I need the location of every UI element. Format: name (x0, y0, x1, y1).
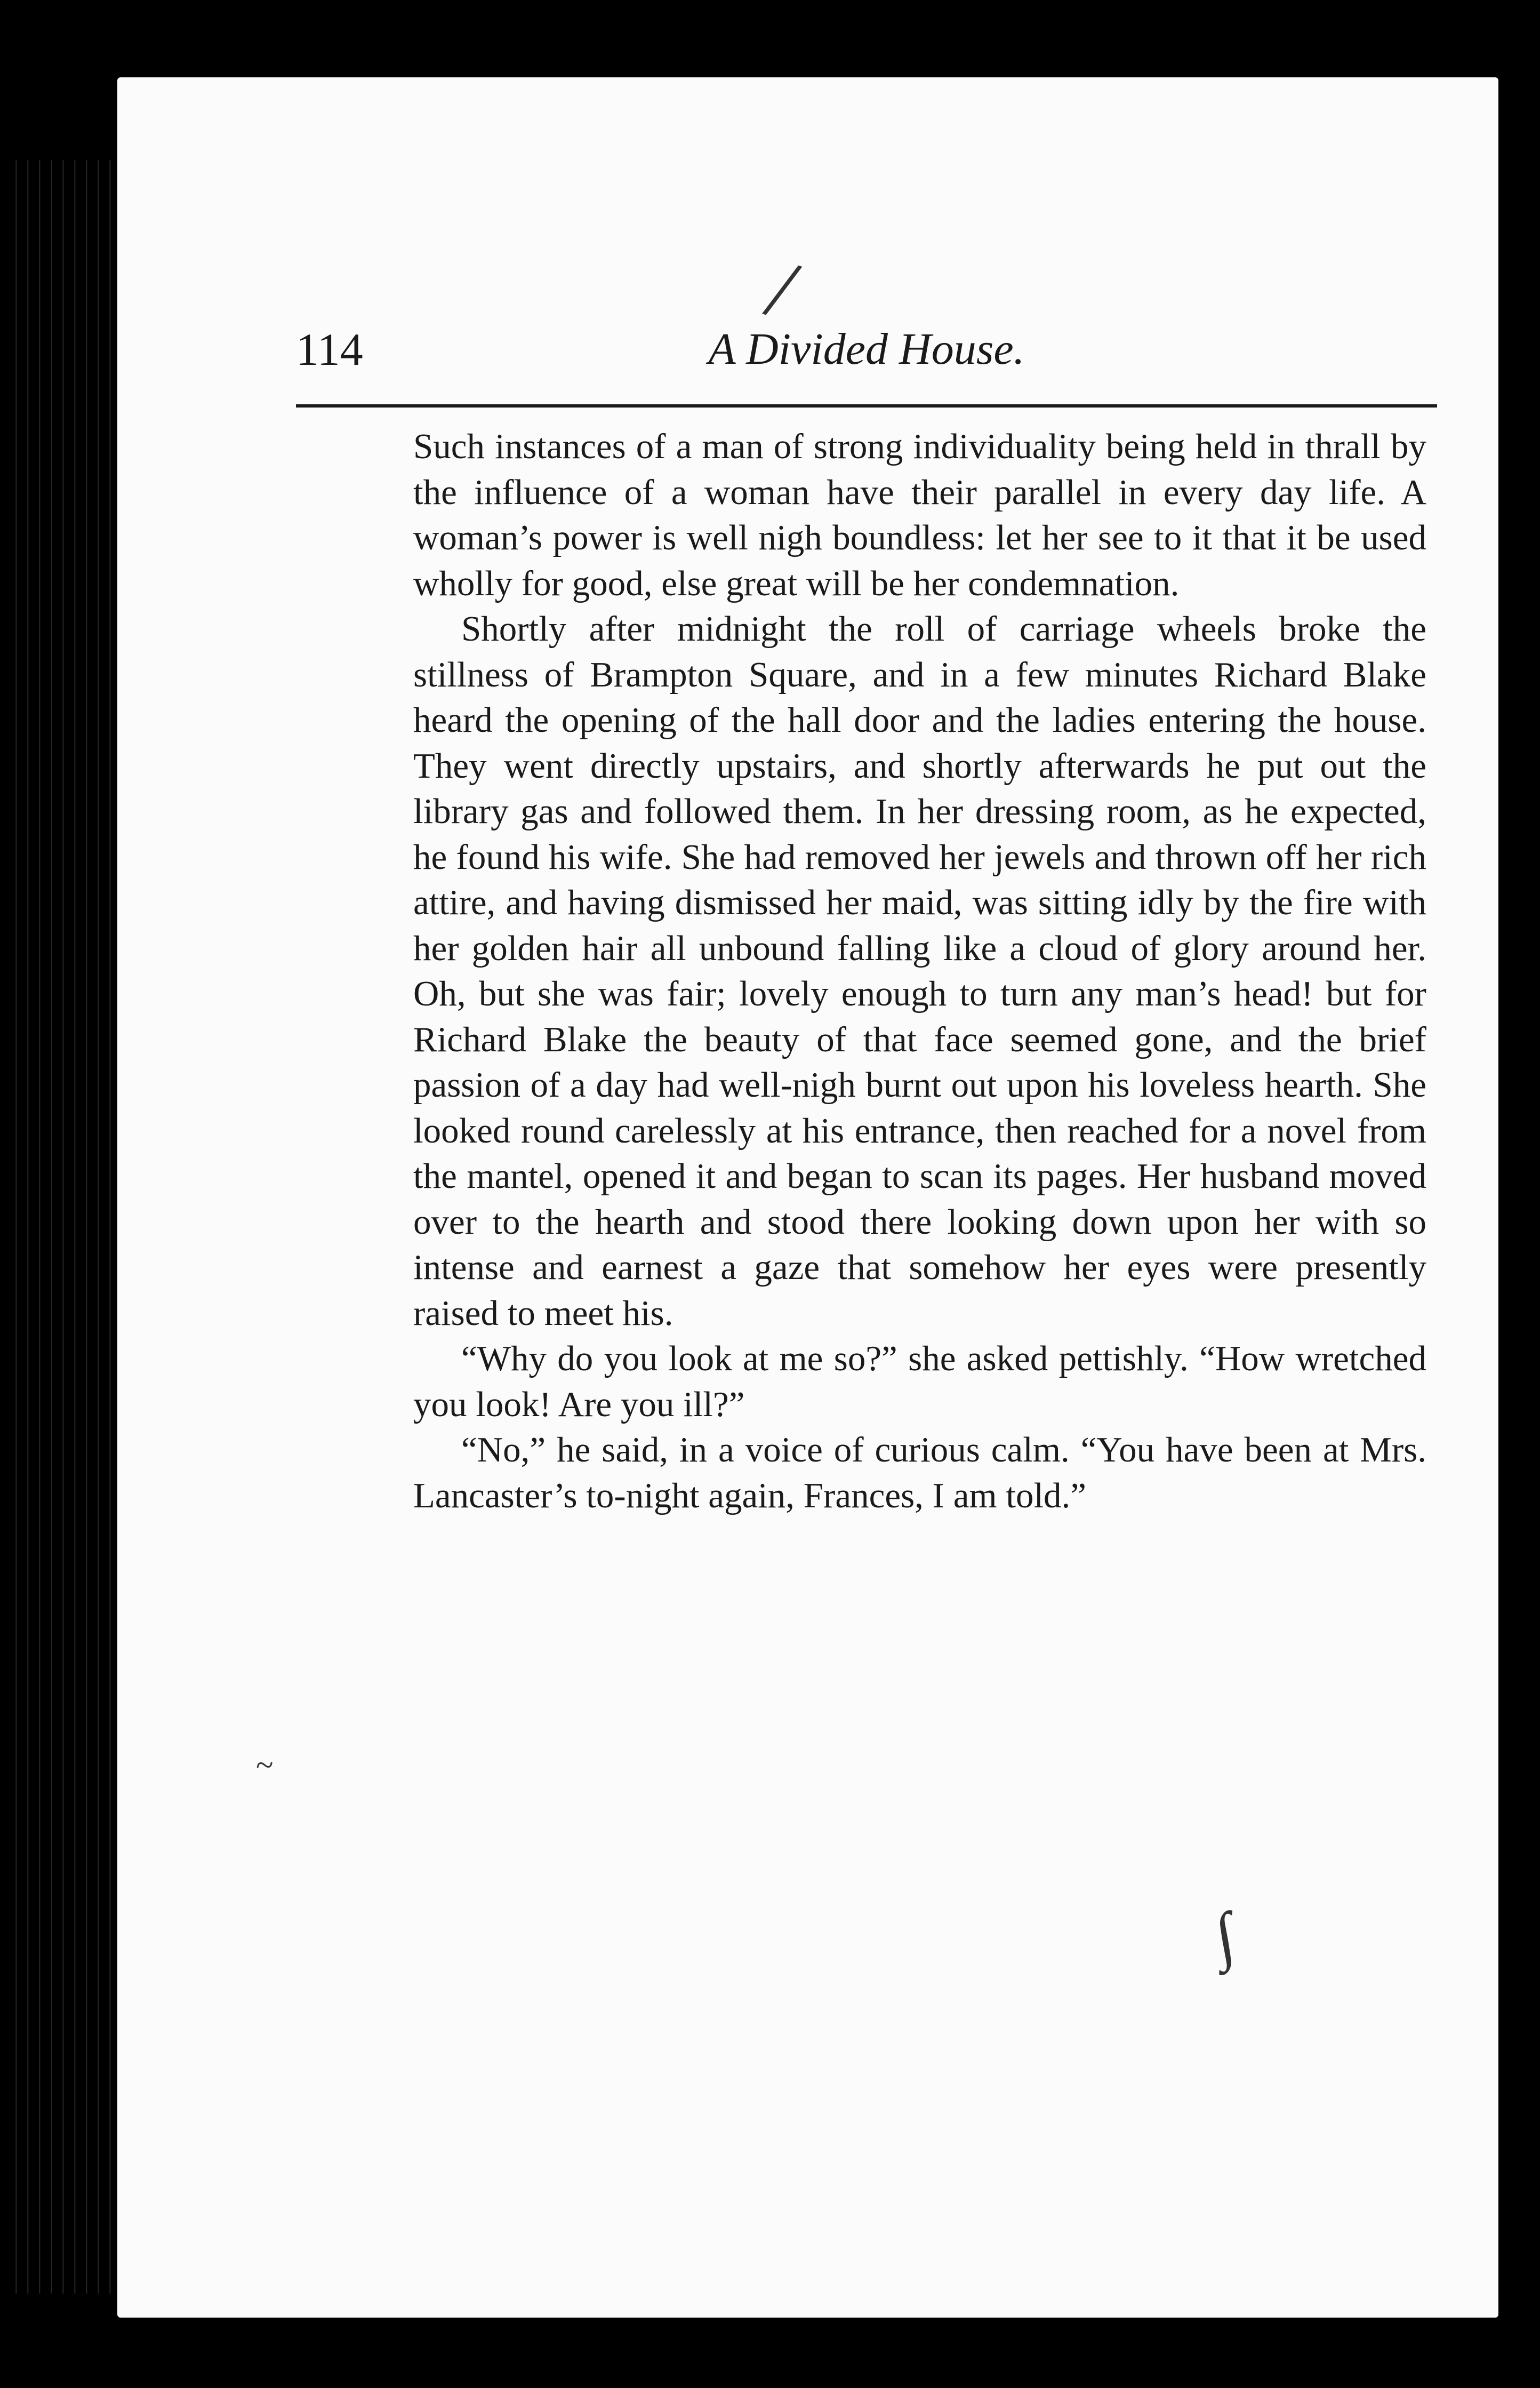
paragraph-3: “Why do you look at me so?” she asked pettishly. “How wretched you look! Are you ill?” (413, 1339, 1426, 1424)
paragraph-2: Shortly after midnight the roll of carriage wheels broke the stillness of Brampton Square, and in a few minutes Richard Blake heard the opening of the hall door and the ladies entering the house. They went directly upstairs, and shortly afterwards he put out the library gas and followed them. In her dressing room, as he expected, he found his wife. She had removed her jewels and thrown off her rich attire, and having dismissed her maid, was sitting idly by the fire with her golden hair all unbound falling like a cloud of glory around her. Oh, but she was fair; lovely enough to turn any man’s head! but for Richard Blake the beauty of that face seemed gone, and the brief passion of a day had well-nigh burnt out upon his loveless hearth. She looked round carelessly at his entrance, then reached for a novel from the mantel, opened it and began to scan its pages. Her husband moved over to the hearth and stood there looking down upon her with so intense and earnest a gaze that somehow her eyes were presently raised to meet his. (413, 609, 1426, 1333)
binding-edge (11, 160, 117, 2294)
pencil-flourish-mark: ∫ (1209, 1899, 1240, 1972)
header-rule (296, 404, 1437, 408)
page-number: 114 (296, 324, 363, 375)
body-text (413, 424, 1426, 1519)
paragraph-1: Such instances of a man of strong individuality being held in thrall by the influence of a woman have their parallel in every day life. A woman’s power is well nigh boundless: let her see to it that it be used wholly for good, else great will be her condemnation. (413, 427, 1426, 603)
margin-tick-mark: ~ (256, 1747, 274, 1783)
running-title: A Divided House. (708, 324, 1025, 374)
paragraph-4: “No,” he said, in a voice of curious calm. “You have been at Mrs. Lancaster’s to-night again, Frances, I am told.” (413, 1430, 1426, 1515)
page-header (296, 320, 1437, 379)
pencil-slash-mark: / (756, 240, 809, 338)
